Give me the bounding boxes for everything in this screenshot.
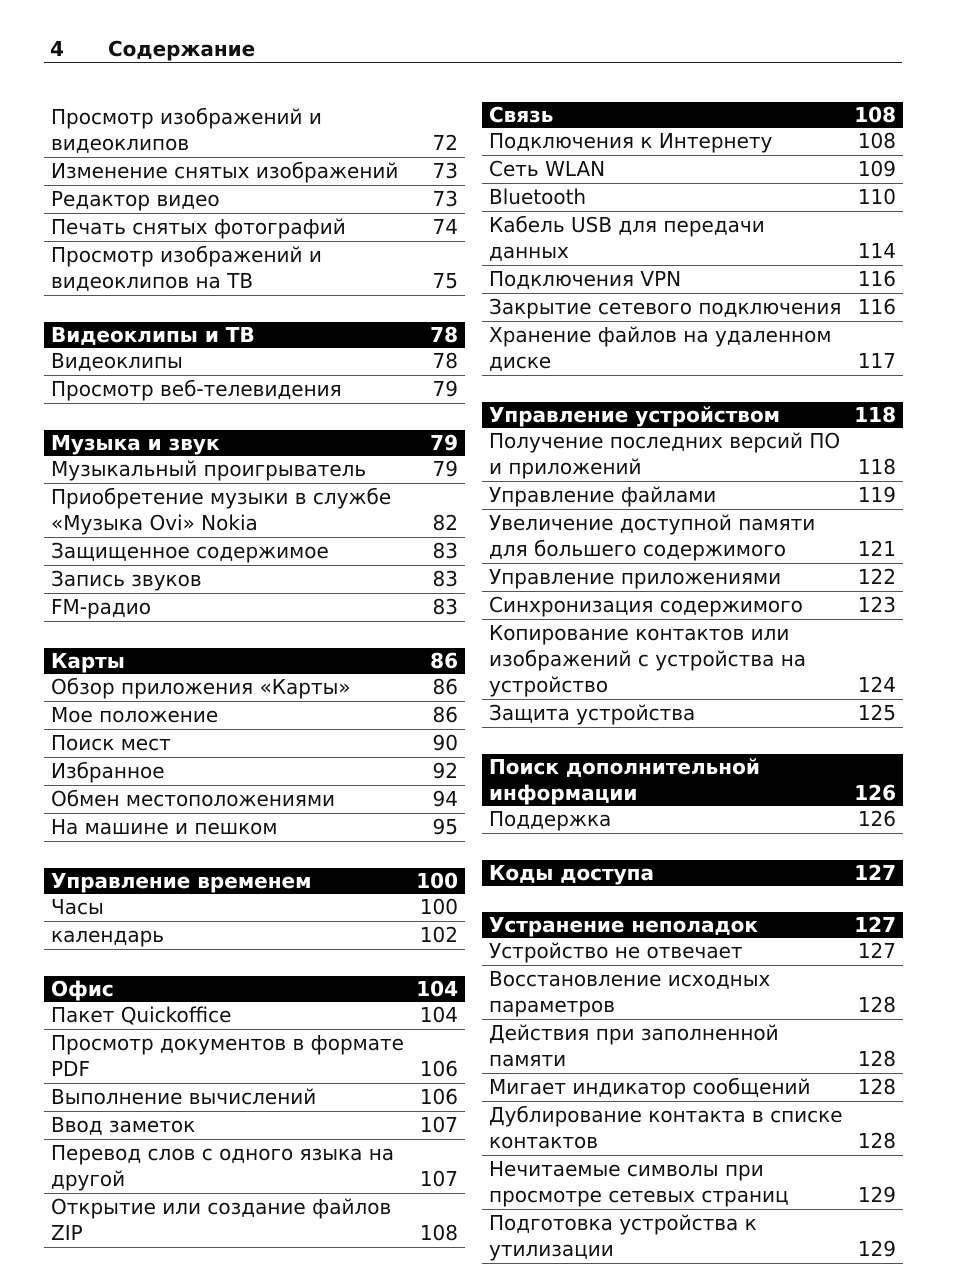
toc-entry-title: Поддержка [489,807,612,831]
section-heading-page: 127 [854,913,896,937]
toc-entry-title: Пакет Quickoffice [51,1003,232,1027]
toc-entry-page: 107 [419,1167,458,1191]
toc-entry-title: Защищенное содержимое [51,539,329,563]
toc-entry-page: 108 [857,129,896,153]
toc-entry-page: 83 [432,539,458,563]
section-heading-page: 100 [416,869,458,893]
toc-entry-title: Управление файлами [489,483,717,507]
toc-entry-page: 94 [432,787,458,811]
toc-entry-page: 106 [419,1085,458,1109]
toc-entry-page: 125 [857,701,896,725]
toc-entry[interactable] [44,1084,465,1112]
toc-entry-page: 128 [857,1075,896,1099]
toc-entry[interactable] [44,894,465,922]
toc-entry[interactable] [44,456,465,484]
toc-entry[interactable] [482,806,903,834]
toc-entry-title: Сеть WLAN [489,157,606,181]
section-heading[interactable] [482,860,903,886]
section-heading-page: 118 [854,403,896,427]
toc-entry[interactable] [44,158,465,186]
toc-entry-title: Дублирование контакта в списке контактов [489,1103,843,1153]
toc-entry-title: Видеоклипы [51,349,183,373]
toc-section [44,976,465,1248]
toc-entry-page: 86 [432,703,458,727]
toc-entry-title: Изменение снятых изображений [51,159,399,183]
toc-entry-page: 106 [419,1057,458,1081]
toc-entry-page: 104 [419,1003,458,1027]
toc-entry-page: 74 [432,215,458,239]
toc-entry-title: Просмотр изображений и видеоклипов [51,105,322,155]
toc-entry[interactable] [44,814,465,842]
toc-entry-title: Мигает индикатор сообщений [489,1075,811,1099]
toc-entry[interactable] [44,758,465,786]
toc-entry[interactable] [482,128,903,156]
toc-entry-page: 83 [432,595,458,619]
section-heading-title: Видеоклипы и ТВ [51,323,255,347]
toc-entry-page: 92 [432,759,458,783]
section-heading[interactable] [482,912,903,938]
toc-entry-title: Просмотр документов в формате PDF [51,1031,404,1081]
toc-entry-title: Избранное [51,759,165,783]
toc-entry-title: Восстановление исходных параметров [489,967,771,1017]
toc-entry[interactable] [482,510,903,564]
toc-entry-page: 78 [432,349,458,373]
toc-section [44,868,465,950]
toc-entry[interactable] [482,156,903,184]
toc-entry-page: 72 [432,131,458,155]
toc-entry-title: Просмотр изображений и видеоклипов на ТВ [51,243,322,293]
toc-section [482,754,903,834]
toc-entry[interactable] [44,1112,465,1140]
toc-section [482,102,903,376]
section-heading-page: 126 [854,781,896,805]
toc-entry[interactable] [44,922,465,950]
toc-entry[interactable] [44,594,465,622]
section-heading-title: Связь [489,103,554,127]
toc-entry-title: Поиск мест [51,731,171,755]
toc-entry-page: 121 [857,537,896,561]
toc-right-column [482,102,903,1264]
toc-entry[interactable] [482,1210,903,1264]
section-heading-title: Поиск дополнительной информации [489,755,760,805]
section-heading-title: Музыка и звук [51,431,220,455]
section-heading[interactable] [44,868,465,894]
toc-entry-page: 108 [419,1221,458,1245]
toc-entry[interactable] [482,1102,903,1156]
section-heading-title: Офис [51,977,114,1001]
toc-entry-title: Подготовка устройства к утилизации [489,1211,757,1261]
toc-entry[interactable] [482,620,903,700]
toc-entry-page: 75 [432,269,458,293]
toc-entry-title: Подключения VPN [489,267,682,291]
toc-section [482,912,903,1264]
toc-entry-page: 126 [857,807,896,831]
toc-entry-title: Просмотр веб-телевидения [51,377,342,401]
page-number: 4 [50,37,64,61]
toc-entry-page: 128 [857,1047,896,1071]
toc-entry-page: 116 [857,267,896,291]
toc-entry[interactable] [482,266,903,294]
toc-entry[interactable] [44,786,465,814]
toc-entry-title: FM-радио [51,595,151,619]
toc-entry-page: 129 [857,1237,896,1261]
toc-entry-page: 102 [419,923,458,947]
toc-entry-page: 114 [857,239,896,263]
section-heading-title: Управление временем [51,869,312,893]
section-heading-title: Коды доступа [489,861,654,885]
toc-entry-title: Синхронизация содержимого [489,593,803,617]
toc-entry[interactable] [482,1156,903,1210]
section-heading-page: 127 [854,861,896,885]
toc-section [44,648,465,842]
toc-entry-page: 90 [432,731,458,755]
toc-entry-title: Закрытие сетевого подключения [489,295,842,319]
toc-entry[interactable] [44,484,465,538]
toc-entry-page: 86 [432,675,458,699]
toc-entry[interactable] [482,482,903,510]
section-heading-page: 108 [854,103,896,127]
toc-section [44,430,465,622]
toc-entry-page: 95 [432,815,458,839]
toc-entry-page: 79 [432,377,458,401]
page-title: Содержание [108,37,256,61]
toc-entry-title: Хранение файлов на удаленном диске [489,323,832,373]
toc-entry[interactable] [482,1074,903,1102]
toc-section [44,104,465,296]
toc-entry[interactable] [482,294,903,322]
section-heading-page: 78 [430,323,458,347]
toc-entry-page: 109 [857,157,896,181]
toc-section [44,322,465,404]
section-heading[interactable] [44,430,465,456]
toc-entry-title: Выполнение вычислений [51,1085,317,1109]
toc-entry[interactable] [44,1030,465,1084]
toc-entry-page: 110 [857,185,896,209]
toc-entry[interactable] [482,428,903,482]
toc-entry[interactable] [44,702,465,730]
toc-entry-title: Увеличение доступной памяти для большего содержимого [489,511,816,561]
section-heading[interactable] [482,102,903,128]
toc-entry-title: На машине и пешком [51,815,278,839]
toc-entry-title: Подключения к Интернету [489,129,773,153]
toc-entry-title: Ввод заметок [51,1113,196,1137]
toc-entry-page: 100 [419,895,458,919]
section-heading-page: 104 [416,977,458,1001]
toc-entry-title: Защита устройства [489,701,696,725]
toc-entry-title: Печать снятых фотографий [51,215,346,239]
page-header [44,33,902,63]
toc-entry-title: календарь [51,923,165,947]
toc-entry-page: 117 [857,349,896,373]
toc-entry[interactable] [482,592,903,620]
toc-entry[interactable] [44,1140,465,1194]
toc-entry[interactable] [44,242,465,296]
toc-entry-title: Перевод слов с одного языка на другой [51,1141,395,1191]
toc-entry[interactable] [44,104,465,158]
toc-entry-title: Часы [51,895,104,919]
toc-entry-page: 124 [857,673,896,697]
toc-entry-page: 82 [432,511,458,535]
toc-entry[interactable] [482,184,903,212]
toc-entry-page: 83 [432,567,458,591]
toc-entry-title: Редактор видео [51,187,220,211]
toc-entry-page: 107 [419,1113,458,1137]
section-heading-page: 86 [430,649,458,673]
toc-entry-page: 128 [857,993,896,1017]
toc-entry-page: 122 [857,565,896,589]
toc-entry[interactable] [482,700,903,728]
toc-entry[interactable] [44,186,465,214]
toc-entry-title: Кабель USB для передачи данных [489,213,765,263]
toc-entry-title: Bluetooth [489,185,587,209]
toc-entry-page: 119 [857,483,896,507]
section-heading[interactable] [482,402,903,428]
toc-entry-title: Приобретение музыки в службе «Музыка Ovi» Nokia [51,485,392,535]
toc-entry-title: Копирование контактов или изображений с устройства на устройство [489,621,807,697]
toc-entry-page: 127 [857,939,896,963]
section-heading-page: 79 [430,431,458,455]
toc-left-column [44,104,465,1248]
toc-entry[interactable] [44,730,465,758]
toc-entry-title: Обзор приложения «Карты» [51,675,351,699]
toc-entry-title: Устройство не отвечает [489,939,743,963]
toc-entry-page: 79 [432,457,458,481]
toc-entry[interactable] [482,938,903,966]
toc-entry-title: Запись звуков [51,567,202,591]
toc-entry[interactable] [44,674,465,702]
toc-section [482,402,903,728]
toc-entry-page: 123 [857,593,896,617]
toc-entry-title: Обмен местоположениями [51,787,336,811]
toc-entry-page: 73 [432,187,458,211]
toc-entry-page: 129 [857,1183,896,1207]
toc-entry-title: Получение последних версий ПО и приложений [489,429,841,479]
section-heading-title: Управление устройством [489,403,781,427]
toc-entry-title: Действия при заполненной памяти [489,1021,779,1071]
toc-section [482,860,903,886]
toc-entry-page: 118 [857,455,896,479]
section-heading[interactable] [44,648,465,674]
toc-entry[interactable] [44,538,465,566]
section-heading[interactable] [482,754,903,806]
toc-entry[interactable] [482,564,903,592]
toc-entry-page: 116 [857,295,896,319]
toc-entry-page: 73 [432,159,458,183]
section-heading-title: Карты [51,649,125,673]
toc-entry[interactable] [44,1002,465,1030]
toc-entry[interactable] [44,1194,465,1248]
toc-entry-title: Управление приложениями [489,565,782,589]
toc-entry[interactable] [482,322,903,376]
toc-entry[interactable] [44,348,465,376]
toc-entry[interactable] [482,1020,903,1074]
toc-entry[interactable] [44,376,465,404]
toc-entry[interactable] [44,214,465,242]
toc-entry-title: Музыкальный проигрыватель [51,457,367,481]
section-heading[interactable] [44,976,465,1002]
toc-entry-title: Мое положение [51,703,219,727]
toc-entry-page: 128 [857,1129,896,1153]
toc-entry[interactable] [44,566,465,594]
section-heading-title: Устранение неполадок [489,913,758,937]
toc-entry[interactable] [482,212,903,266]
toc-entry-title: Нечитаемые символы при просмотре сетевых страниц [489,1157,789,1207]
toc-entry-title: Открытие или создание файлов ZIP [51,1195,392,1245]
section-heading[interactable] [44,322,465,348]
toc-entry[interactable] [482,966,903,1020]
